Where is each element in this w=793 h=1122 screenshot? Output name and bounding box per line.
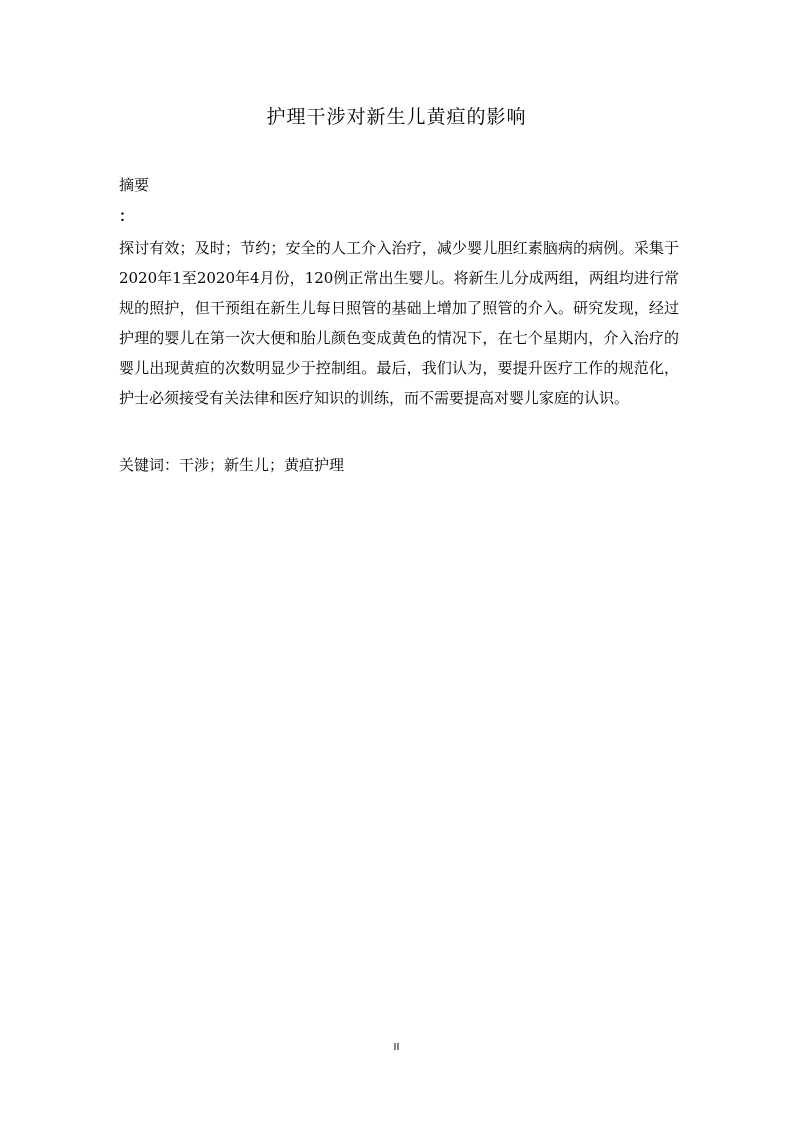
abstract-heading: 摘要 (119, 176, 150, 194)
keywords-label: 关键词： (119, 456, 180, 474)
page-title: 护理干涉对新生儿黄疸的影响 (266, 106, 527, 128)
page-number: II (393, 1042, 400, 1053)
abstract-body: 探讨有效；及时；节约；安全的人工介入治疗，减少婴儿胆红素脑病的病例。采集于2020年1至2020年4月份，120例正常出生婴儿。将新生儿分成两组，两组均进行常规的照护，但干预组在新生儿每日照管的基础上增加了照管的介入。研究发现，经过护理的婴儿在第一次大便和胎儿颜色变成黄色的情况下，在七个星期内，介入治疗的婴儿出现黄疸的次数明显少于控制组。最后，我们认为，要提升医疗工作的规范化，护士必须接受有关法律和医疗知识的训练，而不需要提高对婴儿家庭的认识。 (119, 239, 679, 407)
keywords-line (119, 454, 344, 476)
keywords-value: 干涉；新生儿；黄疸护理 (179, 456, 345, 474)
abstract-colon: ： (119, 207, 135, 225)
